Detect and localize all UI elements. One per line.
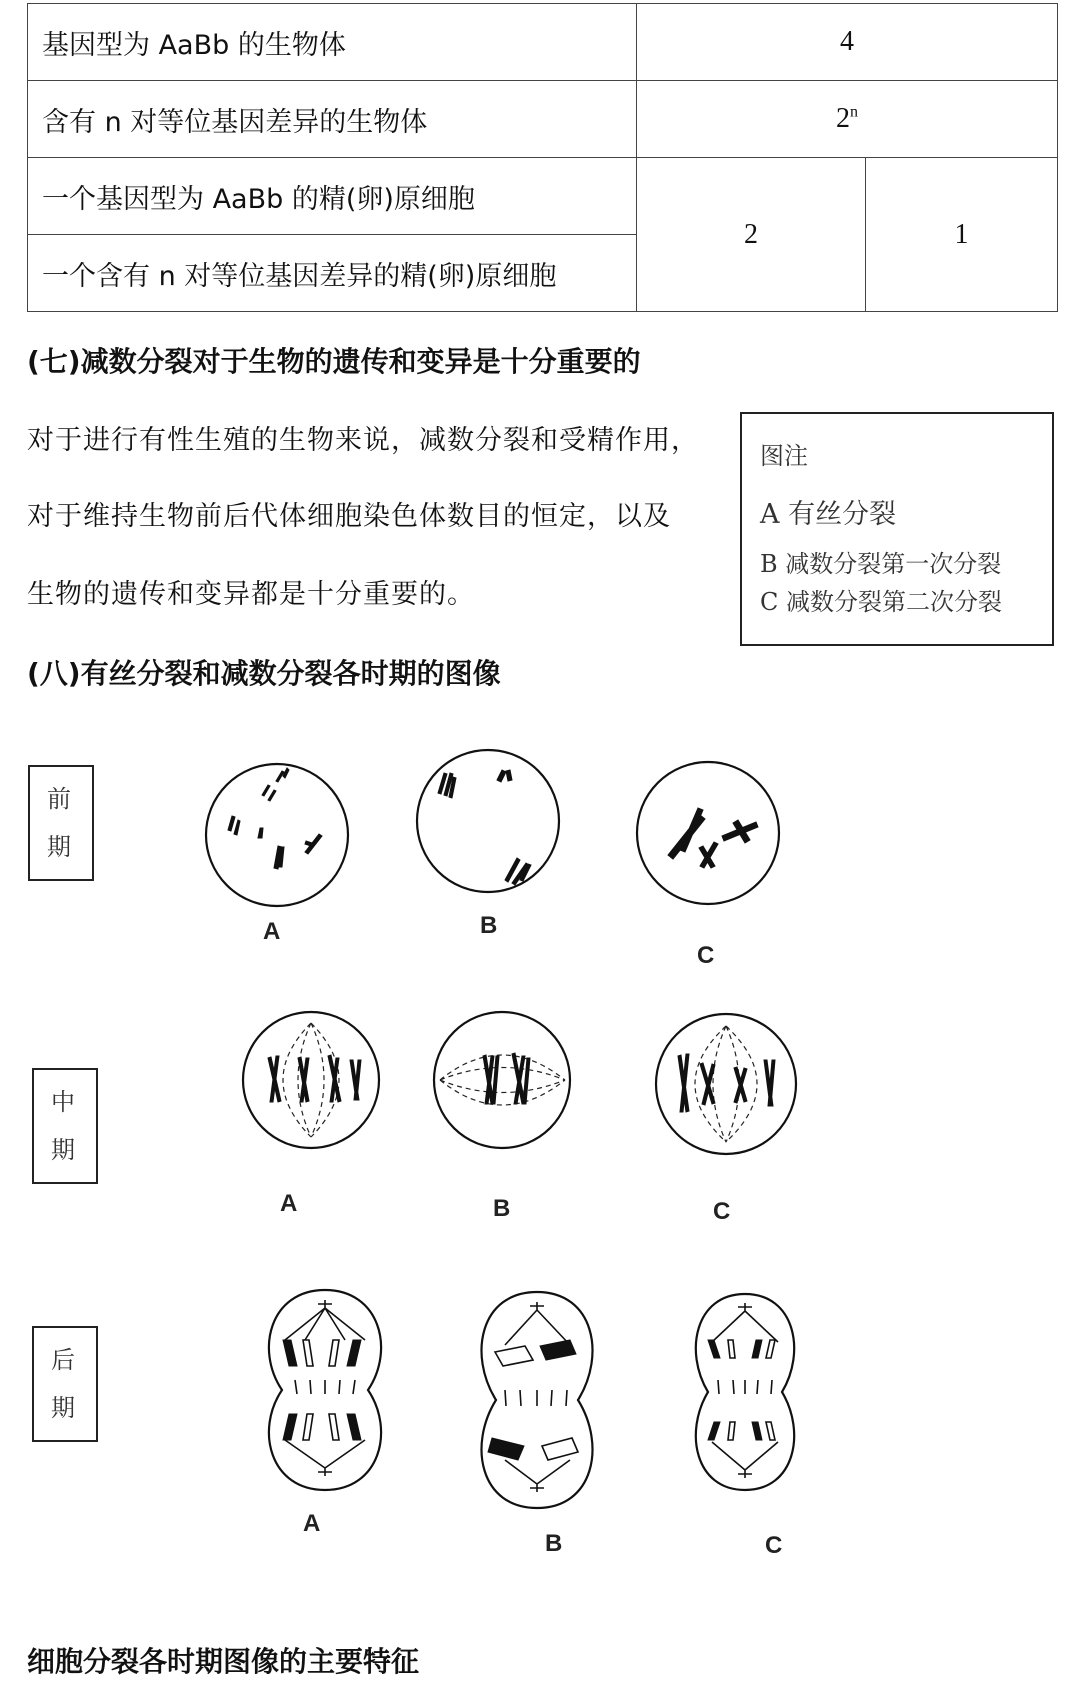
genotype-table [27,3,1058,312]
table-row [28,4,1058,81]
prophase-meiosis-ii-cell [637,762,779,904]
phase-char: 前 [47,785,71,813]
caption-c: C [713,1198,731,1225]
phase-char: 期 [51,1136,75,1164]
legend-title: 图注 [760,442,808,470]
paragraph-line: 对于进行有性生殖的生物来说，减数分裂和受精作用， [27,425,699,456]
phase-char: 期 [47,833,71,861]
caption-c: C [697,942,715,969]
anaphase-meiosis-i-cell [482,1292,593,1508]
merged-left-value: 2 [637,158,866,312]
anaphase-mitosis-cell [269,1290,381,1490]
caption-a: A [263,918,281,945]
row-label: 含有 n 对等位基因差异的生物体 [28,81,637,158]
caption-b: B [480,912,498,939]
caption-c: C [765,1532,783,1559]
phase-char: 后 [51,1346,75,1374]
phase-char: 期 [51,1394,75,1422]
caption-a: A [303,1510,321,1537]
cell-division-figure [0,690,1080,1570]
paragraph-line: 生物的遗传和变异都是十分重要的。 [27,579,475,610]
row-value [637,81,1058,158]
section-8-title: (八)有丝分裂和减数分裂各时期的图像 [27,657,501,690]
power-exponent: n [850,103,858,121]
merged-right-value: 1 [866,158,1058,312]
metaphase-mitosis-cell [243,1012,379,1148]
row-label: 一个基因型为 AaBb 的精(卵)原细胞 [28,158,637,235]
section-footer-title: 细胞分裂各时期图像的主要特征 [27,1645,420,1678]
phase-char: 中 [51,1088,75,1116]
legend-item-b: B 减数分裂第一次分裂 [760,550,1002,578]
row-value: 4 [637,4,1058,81]
power-base: 2 [836,103,850,134]
metaphase-meiosis-i-cell [434,1012,570,1148]
section-7-title: (七)减数分裂对于生物的遗传和变异是十分重要的 [27,345,641,378]
metaphase-meiosis-ii-cell [656,1014,796,1154]
caption-a: A [280,1190,298,1217]
prophase-meiosis-i-cell [417,750,559,892]
paragraph-line: 对于维持生物前后代体细胞染色体数目的恒定，以及 [27,501,671,532]
anaphase-meiosis-ii-cell [696,1294,794,1490]
table-row [28,158,1058,235]
caption-b: B [545,1530,563,1557]
legend-item-c: C 减数分裂第二次分裂 [760,588,1002,616]
legend-item-a: A 有丝分裂 [760,499,897,530]
legend-box [740,412,1054,646]
prophase-mitosis-cell [206,764,348,906]
table-row [28,81,1058,158]
row-label: 一个含有 n 对等位基因差异的精(卵)原细胞 [28,235,637,312]
caption-b: B [493,1195,511,1222]
row-label: 基因型为 AaBb 的生物体 [28,4,637,81]
